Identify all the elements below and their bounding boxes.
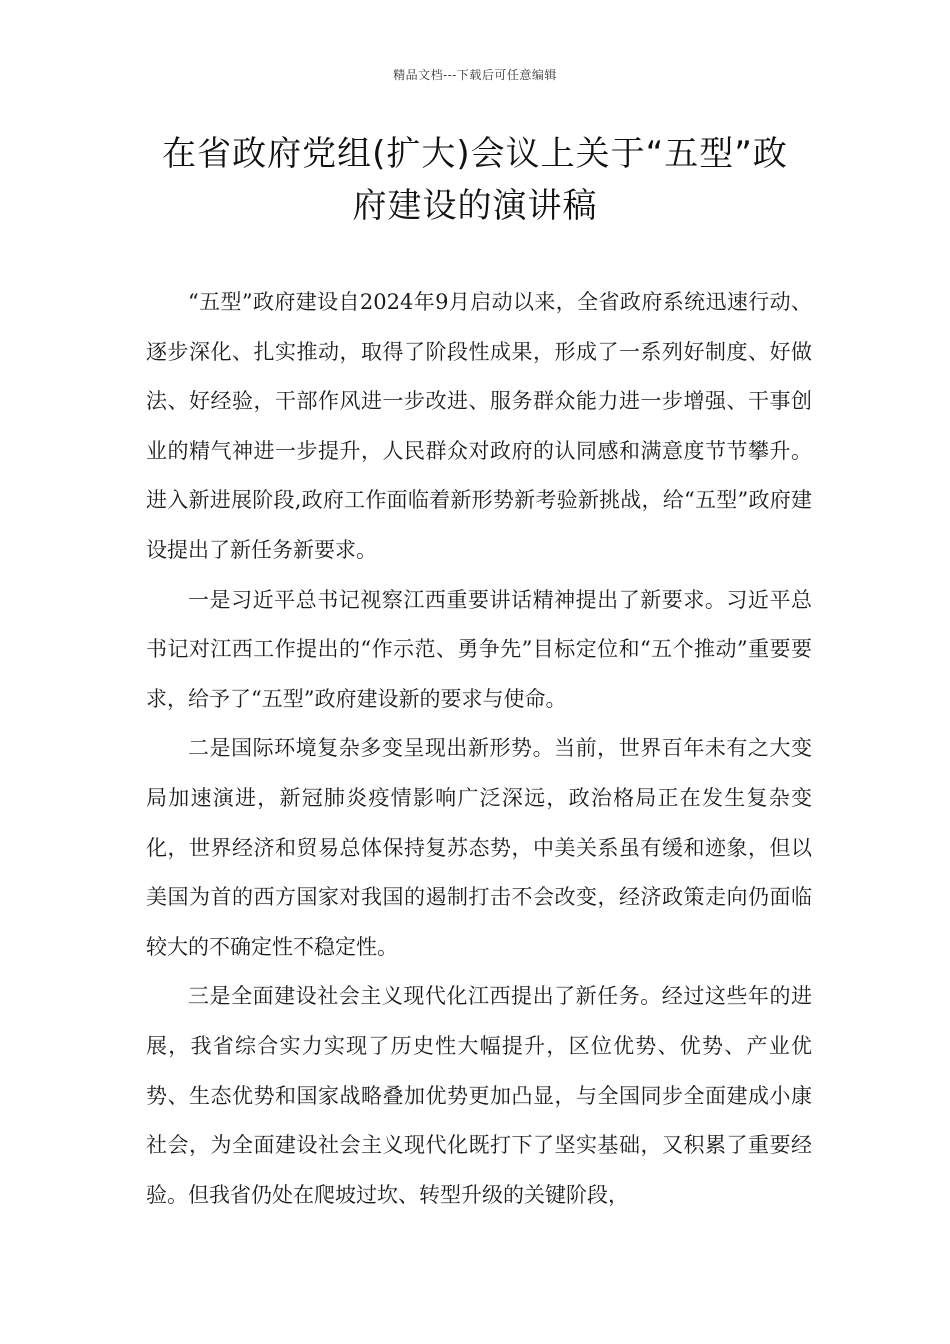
document-title: 在省政府党组(扩大)会议上关于“五型”政府建设的演讲稿	[162, 134, 788, 226]
document-body	[146, 278, 812, 1220]
page-header-note: 精品文档---下载后可任意编辑	[393, 68, 557, 82]
paragraph: 三是全面建设社会主义现代化江西提出了新任务。经过这些年的进展，我省综合实力实现了历史性大幅提升，区位优势、优势、产业优势、生态优势和国家战略叠加优势更加凸显，与全国同步全面建成小康社会，为全面建设社会主义现代化既打下了坚实基础，又积累了重要经验。但我省仍处在爬坡过坎、转型升级的关键阶段，	[146, 984, 812, 1207]
paragraph: 二是国际环境复杂多变呈现出新形势。当前，世界百年未有之大变局加速演进，新冠肺炎疫情影响广泛深远，政治格局正在发生复杂变化，世界经济和贸易总体保持复苏态势，中美关系虽有缓和迹象，但以美国为首的西方国家对我国的遏制打击不会改变，经济政策走向仍面临较大的不确定性不稳定性。	[146, 736, 812, 959]
paragraph: 一是习近平总书记视察江西重要讲话精神提出了新要求。习近平总书记对江西工作提出的“作示范、勇争先”目标定位和“五个推动”重要要求，给予了“五型”政府建设新的要求与使命。	[146, 587, 812, 711]
paragraph: “五型”政府建设自2024年9月启动以来，全省政府系统迅速行动、逐步深化、扎实推动，取得了阶段性成果，形成了一系列好制度、好做法、好经验，干部作风进一步改进、服务群众能力进一步增强、干事创业的精气神进一步提升，人民群众对政府的认同感和满意度节节攀升。进入新进展阶段,政府工作面临着新形势新考验新挑战，给“五型”政府建设提出了新任务新要求。	[146, 290, 812, 562]
